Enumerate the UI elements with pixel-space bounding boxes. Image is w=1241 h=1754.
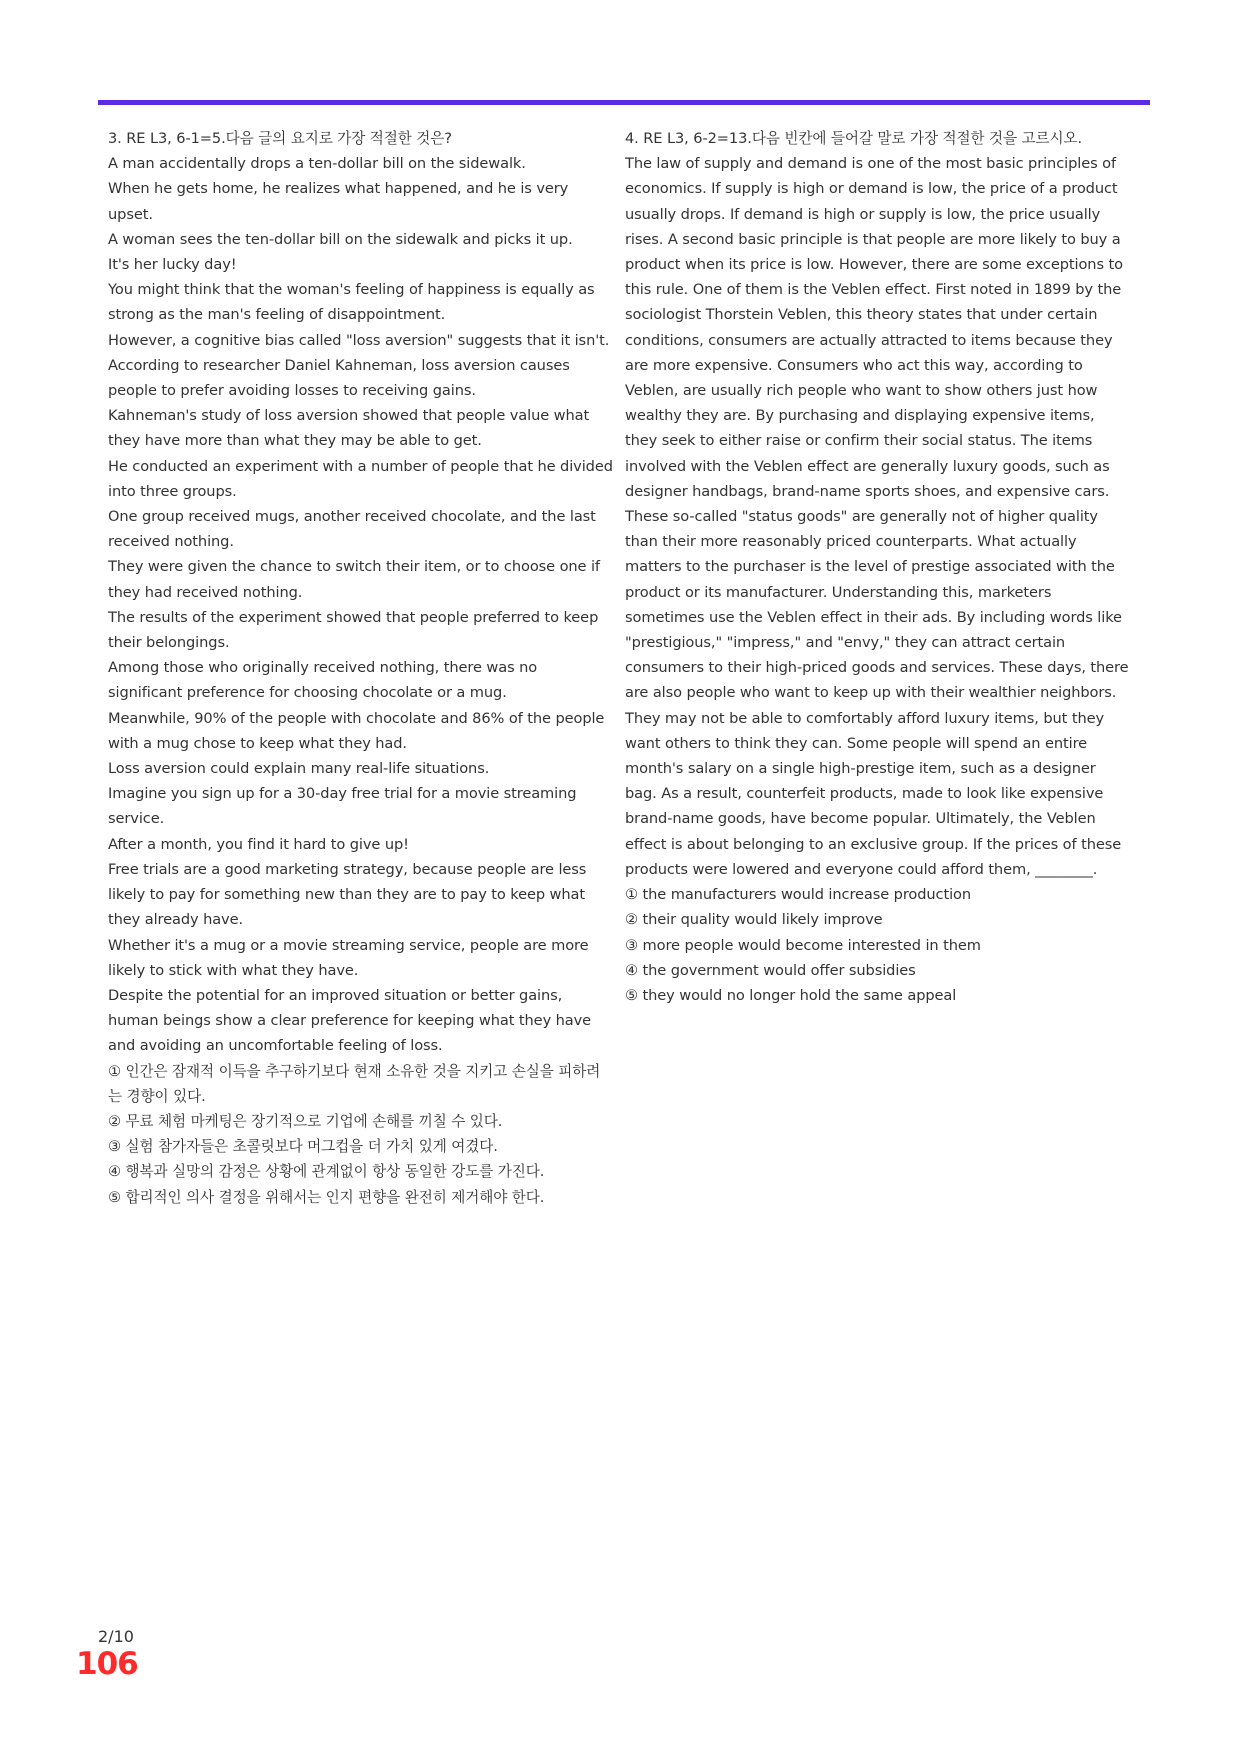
header-rule [98,100,1150,105]
passage-line: Among those who originally received nothing, there was no significant preference for choosing chocolate or a mug. [108,659,538,702]
passage-line: When he gets home, he realizes what happened, and he is very upset. [108,180,569,223]
passage-line: He conducted an experiment with a number of people that he divided into three groups. [108,457,613,500]
question-3 [108,126,613,1210]
passage-line: Whether it's a mug or a movie streaming service, people are more likely to stick with what they have. [108,936,589,979]
answer-option-4[interactable]: ④ 행복과 실망의 감정은 상황에 관계없이 항상 동일한 강도를 가진다. [108,1163,545,1181]
page-number: 106 [76,1646,138,1682]
passage-line: However, a cognitive bias called "loss aversion" suggests that it isn't. [108,331,610,349]
passage-line: One group received mugs, another received chocolate, and the last received nothing. [108,508,596,551]
passage-line: A woman sees the ten-dollar bill on the sidewalk and picks it up. [108,230,573,248]
question-3-title: 3. RE L3, 6-1=5.다음 글의 요지로 가장 적절한 것은? [108,130,452,147]
passage-line: Free trials are a good marketing strategy, because people are less likely to pay for something new than they are to pay to keep what they already have. [108,860,587,929]
passage-line: According to researcher Daniel Kahneman, loss aversion causes people to prefer avoiding losses to receiving gains. [108,356,570,400]
passage-line: It's her lucky day! [108,256,237,274]
passage-line: Kahneman's study of loss aversion showed that people value what they have more than what they may be able to get. [108,407,590,450]
answer-option-3[interactable]: ③ 실험 참가자들은 초콜릿보다 머그컵을 더 가치 있게 여겼다. [108,1138,498,1156]
passage-line: The results of the experiment showed that people preferred to keep their belongings. [108,608,599,652]
passage-line: Meanwhile, 90% of the people with chocolate and 86% of the people with a mug chose to keep what they had. [108,709,605,752]
answer-option-3[interactable]: ③ more people would become interested in them [625,936,981,954]
passage-line: Despite the potential for an improved situation or better gains, human beings show a clear preference for keeping what they have and avoiding an uncomfortable feeling of loss. [108,986,592,1055]
question-3-passage [108,151,613,1058]
answer-option-5[interactable]: ⑤ they would no longer hold the same appeal [625,986,957,1004]
question-4-options [625,882,1130,1008]
passage-line: They were given the chance to switch their item, or to choose one if they had received nothing. [108,558,600,601]
answer-option-2[interactable]: ② 무료 체험 마케팅은 장기적으로 기업에 손해를 끼칠 수 있다. [108,1112,503,1130]
question-3-options [108,1059,613,1210]
passage-line: Imagine you sign up for a 30-day free trial for a movie streaming service. [108,785,577,828]
answer-option-4[interactable]: ④ the government would offer subsidies [625,961,916,979]
question-4-title: 4. RE L3, 6-2=13.다음 빈칸에 들어갈 말로 가장 적절한 것을 고르시오. [625,130,1083,147]
passage-line: Loss aversion could explain many real-life situations. [108,760,490,778]
question-4-passage: The law of supply and demand is one of the most basic principles of economics. If supply is high or demand is low, the price of a product usually drops. If demand is high or supply is low, the price usually rises. A second basic principle is that people are more likely to buy a product when its price is low. However, there are some exceptions to this rule. One of them is the Veblen effect. First noted in 1899 by the sociologist Thorstein Veblen, this theory states that under certain conditions, consumers are actually attracted to items because they are more expensive. Consumers who act this way, according to Veblen, are usually rich people who want to show others just how wealthy they are. By purchasing and displaying expensive items, they seek to either raise or confirm their social status. The items involved with the Veblen effect are generally luxury goods, such as designer handbags, brand-name sports shoes, and expensive cars. These so-called "status goods" are generally not of higher quality than their more reasonably priced counterparts. What actually matters to the purchaser is the level of prestige associated with the product or its manufacturer. Understanding this, marketers sometimes use the Veblen effect in their ads. By including words like "prestigious," "impress," and "envy," they can attract certain consumers to their high-priced goods and services. These days, there are also people who want to keep up with their wealthier neighbors. They may not be able to comfortably afford luxury items, but they want others to think they can. Some people will spend an entire month's salary on a single high-prestige item, such as a designer bag. As a result, counterfeit products, made to look like expensive brand-name goods, have become popular. Ultimately, the Veblen effect is about belonging to an exclusive group. If the prices of these products were lowered and everyone could afford them, ________. [625,155,1129,878]
passage-line: After a month, you find it hard to give up! [108,835,409,853]
page-indicator: 2/10 [98,1627,134,1646]
answer-option-5[interactable]: ⑤ 합리적인 의사 결정을 위해서는 인지 편향을 완전히 제거해야 한다. [108,1188,545,1206]
passage-line: A man accidentally drops a ten-dollar bill on the sidewalk. [108,155,526,173]
answer-option-2[interactable]: ② their quality would likely improve [625,911,883,929]
answer-option-1[interactable]: ① 인간은 잠재적 이득을 추구하기보다 현재 소유한 것을 지키고 손실을 피하려는 경향이 있다. [108,1062,601,1105]
passage-line: You might think that the woman's feeling of happiness is equally as strong as the man's feeling of disappointment. [108,281,595,324]
question-4 [625,126,1130,1008]
answer-option-1[interactable]: ① the manufacturers would increase production [625,886,972,904]
